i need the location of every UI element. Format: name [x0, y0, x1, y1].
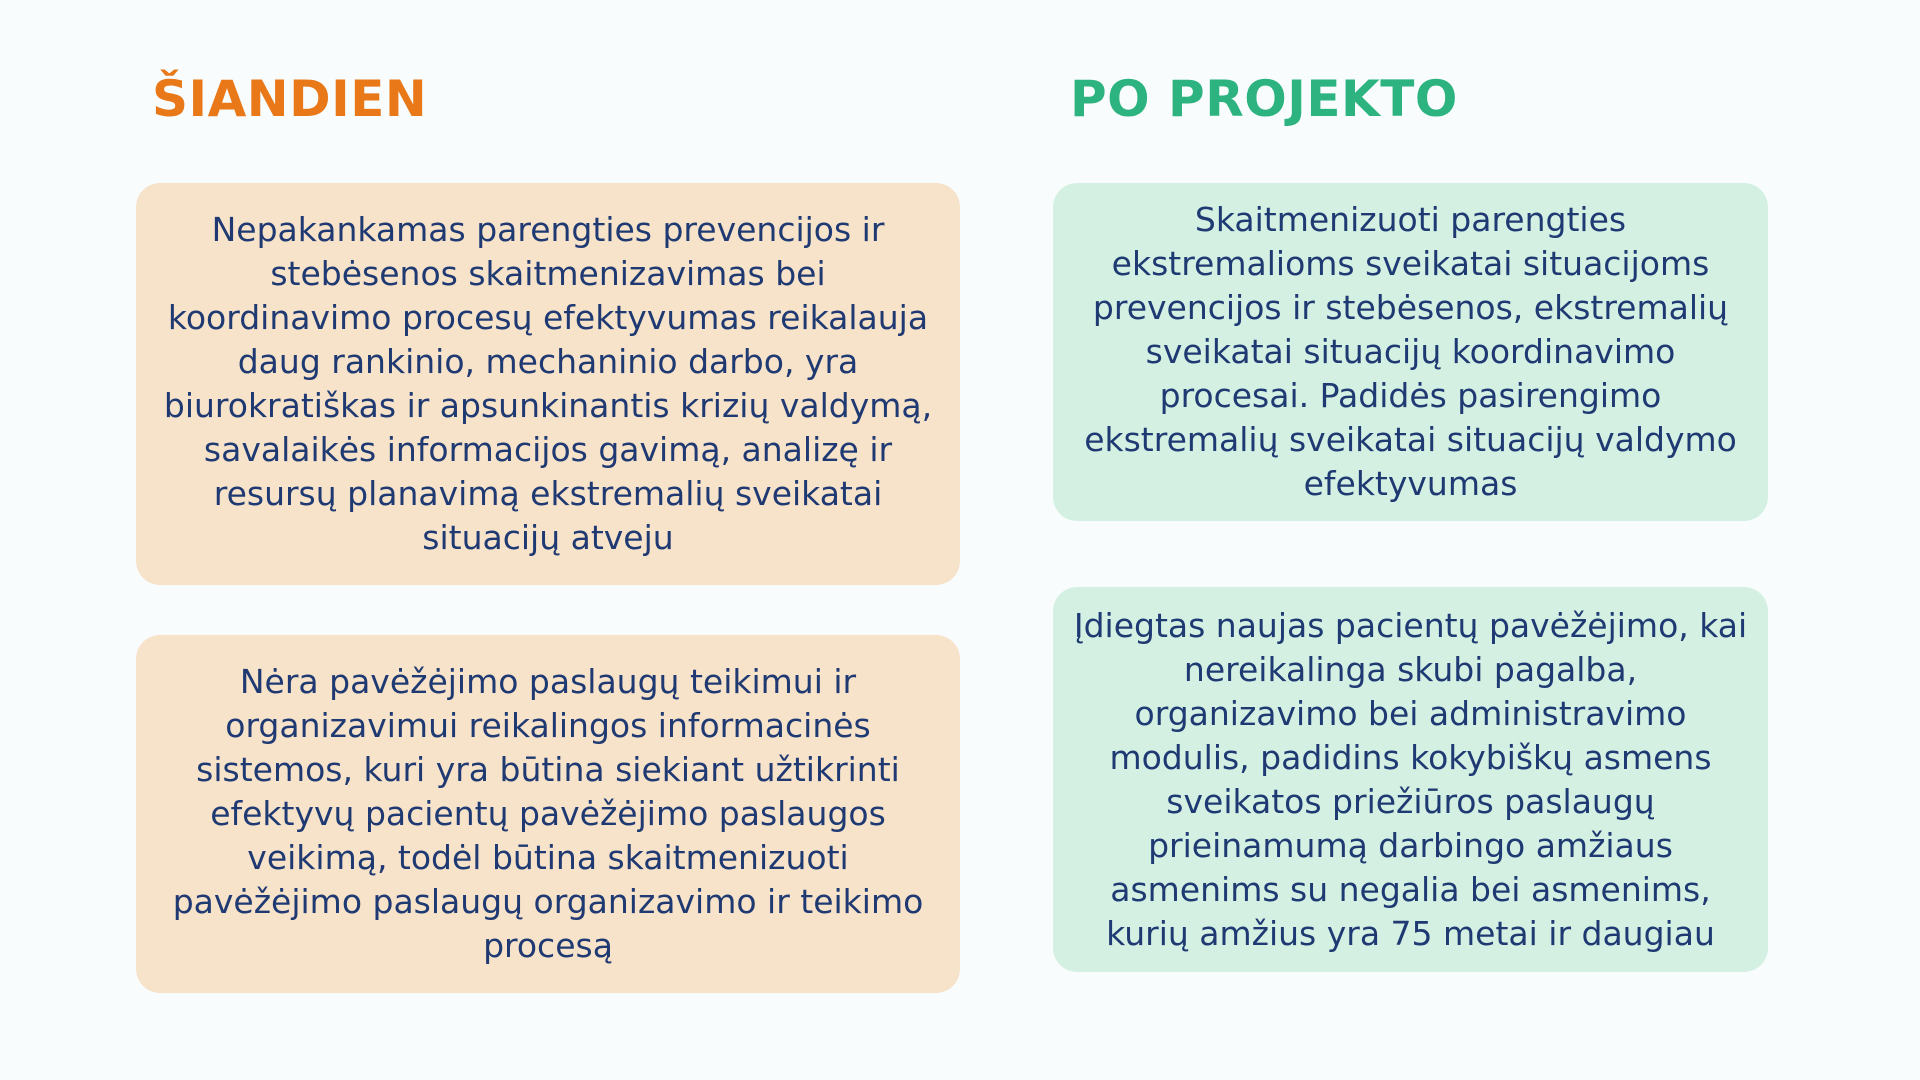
card-after-transport-text: Įdiegtas naujas pacientų pavėžėjimo, kai nereikalinga skubi pagalba, organizavimo bei administravimo modulis, padidins kokybiškų asmens sveikatos priežiūros paslaugų prieinamumą darbingo amžiaus asmenims su negalia bei asmenims, kurių amžius yra 75 metai ir daugiau: [1073, 605, 1748, 953]
card-after-prevention-text: Skaitmenizuoti parengties ekstremalioms sveikatai situacijoms prevencijos ir stebėsenos, ekstremalių sveikatai situacijų koordinavimo procesai. Padidės pasirengimo ekstremalių sveikatai situacijų valdymo efektyvumas: [1084, 200, 1737, 503]
card-today-prevention: [136, 183, 960, 585]
card-today-prevention-text: Nepakankamas parengties prevencijos ir stebėsenos skaitmenizavimas bei koordinavimo procesų efektyvumas reikalauja daug rankinio, mechaninio darbo, yra biurokratiškas ir apsunkinantis krizių valdymą, savalaikės informacijos gavimą, analizę ir resursų planavimą ekstremalių sveikatai situacijų atveju: [163, 210, 933, 557]
heading-after-project: PO PROJEKTO: [1070, 70, 1458, 128]
card-after-transport: [1053, 587, 1768, 972]
card-after-prevention: [1053, 183, 1768, 521]
card-today-transport: [136, 635, 960, 993]
card-today-transport-text: Nėra pavėžėjimo paslaugų teikimui ir organizavimui reikalingos informacinės sistemos, kuri yra būtina siekiant užtikrinti efektyvų pacientų pavėžėjimo paslaugos veikimą, todėl būtina skaitmenizuoti pavėžėjimo paslaugų organizavimo ir teikimo procesą: [172, 662, 924, 965]
heading-today: ŠIANDIEN: [152, 70, 428, 128]
